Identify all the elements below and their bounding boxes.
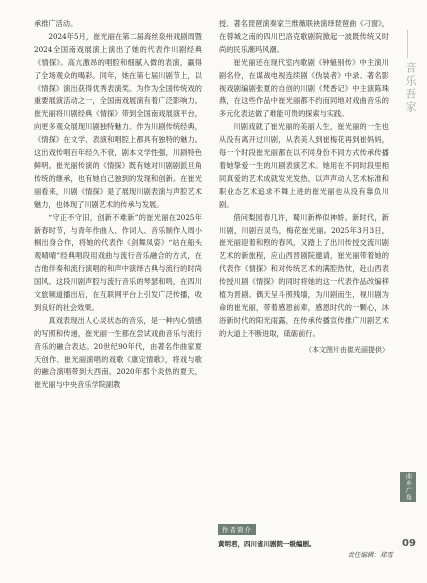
- author-bio-text: 黄明君，四川省川剧院一级编剧。: [218, 540, 316, 548]
- paragraph: “守正不守旧，创新不难新”的崔光丽在2025年新春时节，与青年作曲人、作词人、音乐制作人周小桐出身合作，将她的代表作《剑舞凤姿》“站在船头观晴晴”经典唱段用戏曲与流行音乐融合的方式，在吉他伴奏和流行演唱的和声中演绎古典与流行的时尚国风。这段川剧声腔与流行音乐的琴瑟和鸣，在四川文旅频道播出后，在互联网平台上引发广泛传播，收到良好的社会效果。: [34, 212, 202, 312]
- responsible-editor: 责任编辑：郑雪: [347, 551, 393, 559]
- page-number: 09: [402, 538, 416, 549]
- paragraph: 川剧戏就了崔光丽的美丽人生，崔光丽的一生也从没有离开过川剧，从表美人到崔梅花再到崔妈妈，每一个时段崔光丽都在以不同身份不同方式传承传播着她挚爱一生的川剧表演艺术。她用在不同时段里相同真爱的艺术成就发光发热，以声声动人艺术标准和职业态艺术追求不舞上进的崔光丽也从没有靠负川剧。: [219, 122, 389, 209]
- paragraph: 承推广活动。: [34, 19, 78, 28]
- paragraph: 2024年5月，崔光丽在第二届海丝泉州戏剧周暨2024全国南戏展演上演出了她的代表作川剧经典《情探》。高亢激昂的唱腔和细腻入微的表演，赢得了全场观众的喝彩。同年，她在第七届川剧节上，以《情探》演出获得优秀表演奖。为作为全国传统戏的重要展演活动之一，全国南戏展演有着广泛影响力。崔光丽将川剧经典《情探》带到全国南戏展演平台，向更多观众展现川剧独特魅力。作为川剧传统经典，《情探》在文学、表演和唱腔上都具有独特的魅力。这出戏传唱百年经久不衰，剧本文学性强，川剧特色鲜明。崔光丽传演的《情探》既有她对川剧剧派旦角传统的继承，也有她自己独到的发现和创新。在崔光丽看来，川剧《情探》是了展现川剧表演与声腔艺术魅力，也体现了川剧艺术的传承与发展。: [34, 31, 202, 209]
- paragraph: 真戏表现出人心灵状态的音乐，是一种内心情感的写照和传递，崔光丽一生都在尝试戏曲音乐与流行音乐的融合表达。20世纪90年代，由著名作曲家夏天创作、崔光丽演唱的戏歌《康定情歌》，将戏与歌的融合演唱带到大西南。2020年那个炎热的夏天，崔光丽与中央音乐学院副教: [34, 315, 202, 390]
- author-bio: [218, 517, 393, 559]
- paragraph: 借问梨园春几许，蜀川新桦似神娇。新时代，新川剧，川剧百灵鸟，梅花崔光丽。2025年3月3日，崔光丽迎着和煦的春风，又踏上了出川传授交流川剧艺术的新旅程，应山西晋剧院邀请，崔光丽带着她的代表作《情探》和对传统艺术的满腔热忱，赴山西表传授川剧《情探》的同时将她的这一代表作品改编移植为晋剧。偶天呈斗照残墙，为川剧而生，视川剧为命的崔光丽，带着感恩前辈，感恩时代的一颗心，沐浴新时代的阳光雨露，在传承传播宣传推广川剧艺术的大道上不断进取，砥砺前行。: [219, 212, 389, 338]
- photo-credit: （本文图片由崔光丽提供）: [305, 345, 389, 354]
- article-column-right: [219, 18, 389, 357]
- paragraph: 崔光丽还在现代室内歌剧《钟魁别传》中主演川剧名伶，在谋战电视连续剧《伪装者》中录、著名影视戏剧编剧张夏的自创的川剧《梵香记》中主演陈珠燕，在这些作品中崔光丽都不约而同地对戏曲音乐的多元化表达做了难能可贵的探索与实践。: [219, 57, 389, 119]
- divider: [407, 30, 408, 58]
- section-title: 音乐吾家: [404, 62, 417, 114]
- author-bio-label: 作者简介: [218, 524, 256, 535]
- article-column-left: [34, 18, 202, 392]
- paragraph: 授、著名琵琶演奏家兰维薇联袂演绎琵琶曲《刁窗》，在蓉城之南的四川巴洛克歌剧院掀起一波既传统又时尚的民乐潮玛风潮。: [219, 19, 389, 54]
- column-tab: 曲乡广角: [400, 472, 416, 502]
- page-sidebar: [396, 0, 427, 583]
